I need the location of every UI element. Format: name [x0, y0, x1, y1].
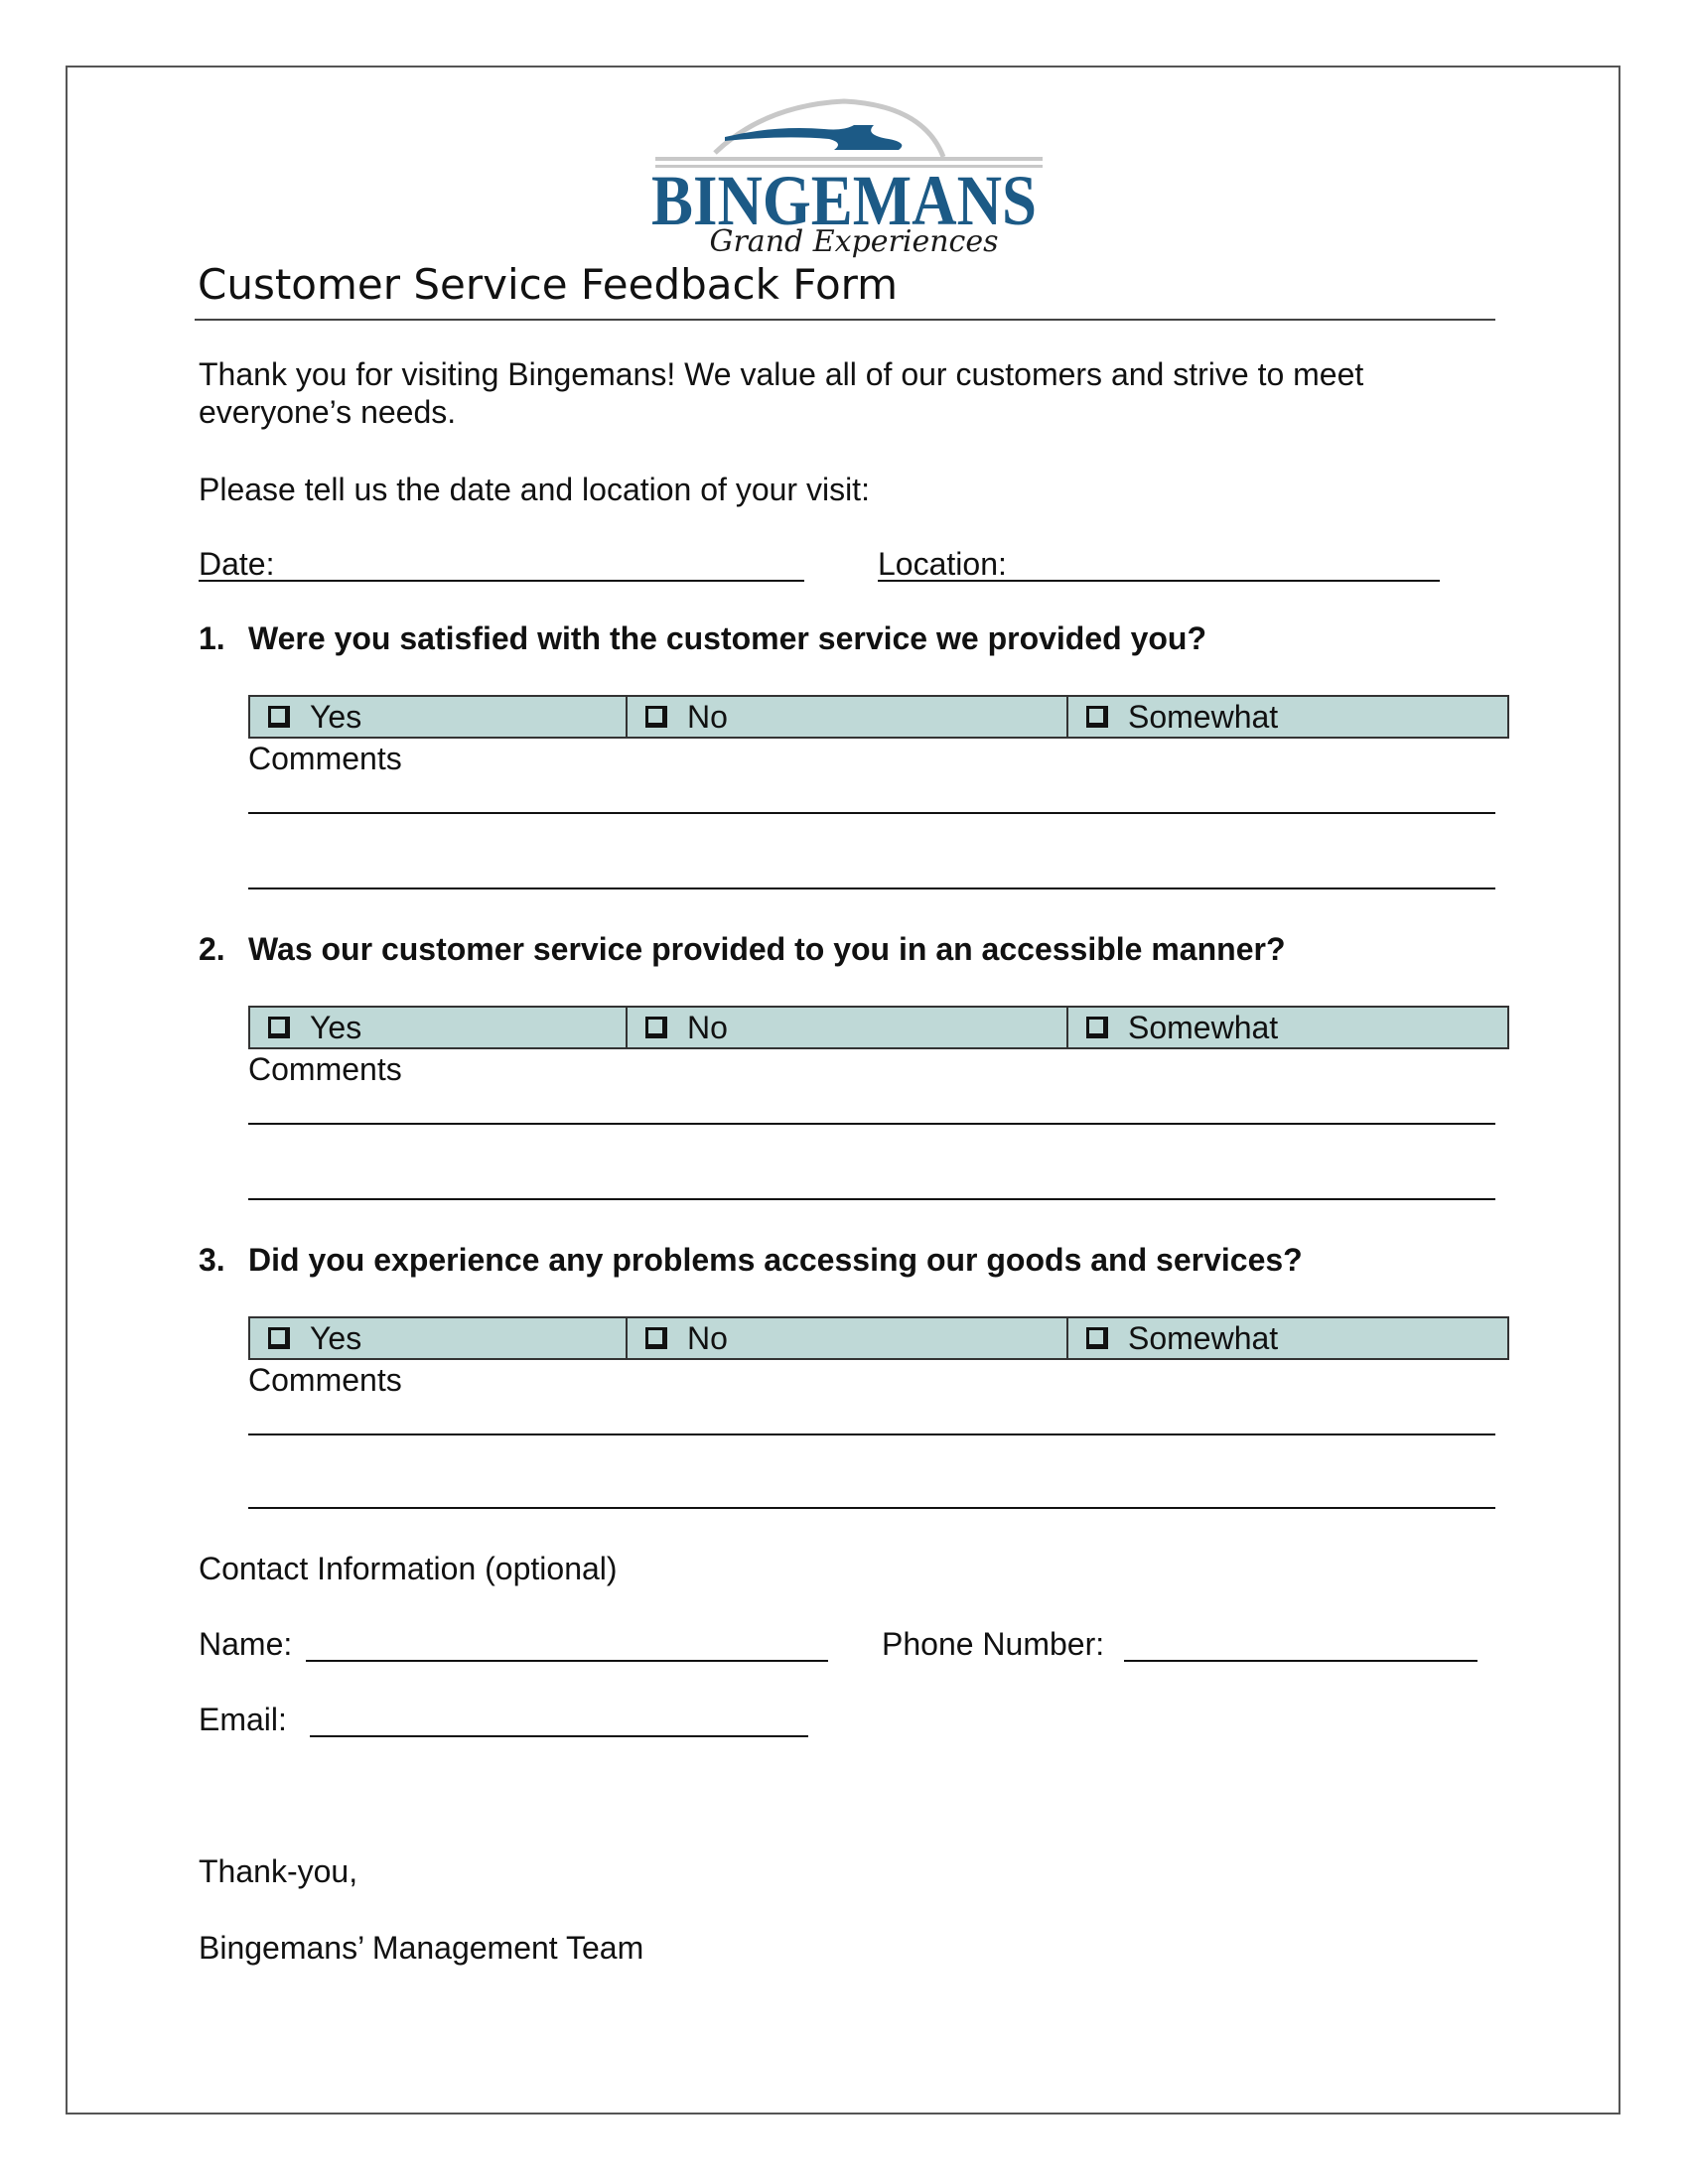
- checkbox-icon[interactable]: [1086, 706, 1108, 728]
- option-label: Somewhat: [1128, 1319, 1279, 1356]
- option-label: No: [687, 1009, 728, 1045]
- question-3-text: Did you experience any problems accessing our goods and services?: [248, 1242, 1303, 1278]
- closing-thanks: Thank-you,: [199, 1853, 358, 1889]
- checkbox-icon[interactable]: [645, 1017, 667, 1038]
- question-1: [199, 619, 1206, 657]
- name-label: Name:: [199, 1626, 293, 1662]
- question-3-option-yes[interactable]: [250, 1318, 626, 1358]
- logo-swoosh: [725, 125, 902, 150]
- question-3-option-no[interactable]: [626, 1318, 1066, 1358]
- logo-tagline: Grand Experiences: [709, 224, 999, 259]
- contact-heading: Contact Information (optional): [199, 1551, 618, 1586]
- intro-text: Thank you for visiting Bingemans! We value all of our customers and strive to meet everyone’s needs.: [199, 356, 1364, 430]
- closing-signature: Bingemans’ Management Team: [199, 1930, 644, 1966]
- question-1-option-somewhat[interactable]: [1066, 697, 1507, 737]
- option-label: Yes: [310, 1009, 362, 1045]
- option-label: Somewhat: [1128, 698, 1279, 735]
- question-3-comments-label: Comments: [248, 1362, 402, 1398]
- email-label: Email:: [199, 1702, 287, 1737]
- phone-field[interactable]: [1124, 1660, 1477, 1662]
- question-2-comments-label: Comments: [248, 1051, 402, 1087]
- email-field[interactable]: [310, 1735, 808, 1737]
- question-2-text: Was our customer service provided to you in an accessible manner?: [248, 931, 1286, 967]
- option-label: No: [687, 698, 728, 735]
- question-2-comment-line-2[interactable]: [248, 1198, 1495, 1200]
- checkbox-icon[interactable]: [645, 706, 667, 728]
- checkbox-icon[interactable]: [1086, 1327, 1108, 1349]
- question-1-comments-label: Comments: [248, 741, 402, 776]
- checkbox-icon[interactable]: [268, 1327, 290, 1349]
- date-field[interactable]: [199, 580, 804, 582]
- question-2-option-yes[interactable]: [250, 1008, 626, 1047]
- bingemans-logo: [645, 95, 1043, 264]
- question-3-options: [248, 1316, 1509, 1360]
- question-3-comment-line-2[interactable]: [248, 1507, 1495, 1509]
- question-2-number: 2.: [199, 931, 225, 967]
- question-3-comment-line-1[interactable]: [248, 1433, 1495, 1435]
- checkbox-icon[interactable]: [645, 1327, 667, 1349]
- checkbox-icon[interactable]: [1086, 1017, 1108, 1038]
- option-label: Somewhat: [1128, 1009, 1279, 1045]
- question-2: [199, 930, 1285, 968]
- phone-label: Phone Number:: [882, 1626, 1105, 1662]
- logo-wordmark: BINGEMANS: [651, 161, 1037, 240]
- option-label: No: [687, 1319, 728, 1356]
- date-label: Date:: [199, 546, 275, 582]
- question-2-option-no[interactable]: [626, 1008, 1066, 1047]
- question-3-number: 3.: [199, 1242, 225, 1278]
- question-1-comment-line-1[interactable]: [248, 812, 1495, 814]
- question-1-option-yes[interactable]: [250, 697, 626, 737]
- question-2-option-somewhat[interactable]: [1066, 1008, 1507, 1047]
- visit-prompt: Please tell us the date and location of your visit:: [199, 472, 870, 507]
- question-1-text: Were you satisfied with the customer service we provided you?: [248, 620, 1207, 656]
- question-1-options: [248, 695, 1509, 739]
- question-2-comment-line-1[interactable]: [248, 1123, 1495, 1125]
- checkbox-icon[interactable]: [268, 1017, 290, 1038]
- option-label: Yes: [310, 698, 362, 735]
- title-divider: [195, 319, 1495, 321]
- form-title: Customer Service Feedback Form: [198, 260, 899, 309]
- question-1-number: 1.: [199, 620, 225, 656]
- question-3: [199, 1241, 1303, 1279]
- logo-arch: [715, 101, 943, 157]
- location-label: Location:: [878, 546, 1007, 582]
- question-1-option-no[interactable]: [626, 697, 1066, 737]
- name-field[interactable]: [306, 1660, 828, 1662]
- checkbox-icon[interactable]: [268, 706, 290, 728]
- option-label: Yes: [310, 1319, 362, 1356]
- question-1-comment-line-2[interactable]: [248, 887, 1495, 889]
- question-3-option-somewhat[interactable]: [1066, 1318, 1507, 1358]
- location-field[interactable]: [878, 580, 1440, 582]
- question-2-options: [248, 1006, 1509, 1049]
